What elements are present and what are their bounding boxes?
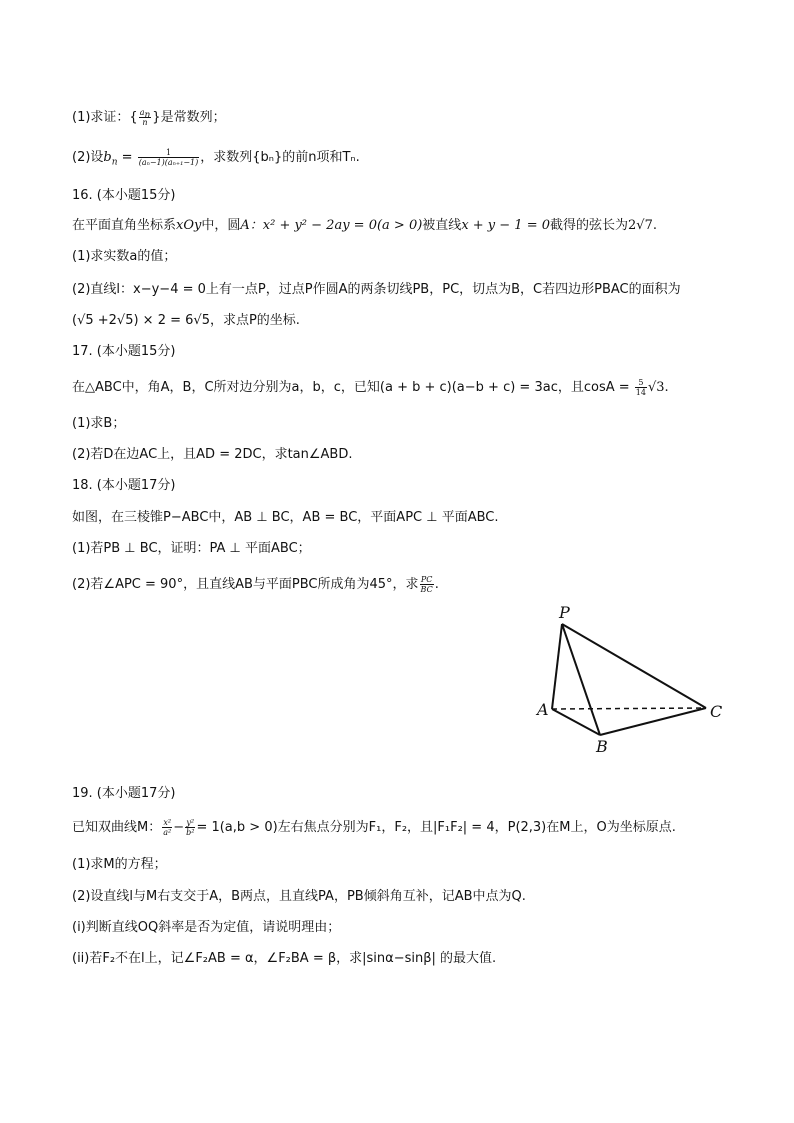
q18-part2: [72, 575, 439, 595]
bn-frac-den: (aₙ−1)(aₙ₊₁−1): [138, 158, 199, 167]
q16-part2-line2: (√5 +2√5) × 2 = 6√5，求点P的坐标.: [72, 313, 300, 328]
pyramid-figure: [530, 598, 730, 758]
q18-part1: (1)若PB ⊥ BC，证明：PA ⊥ 平面ABC；: [72, 541, 311, 556]
q16-circle-eq: A：x² + y² − 2ay = 0(a > 0): [240, 218, 423, 233]
y2-over-b2: [185, 818, 195, 837]
b2-den: b²: [186, 828, 195, 837]
a2-den: a²: [163, 828, 172, 837]
edge-BC: [600, 708, 706, 735]
q15-part2: (2)设$b_n$ = $\frac{1}{\text{(aₙ−1)(aₙ₊₁−1)}}$ ，求数列{bₙ}的前n项和Tₙ.: [72, 148, 360, 168]
q16-stem-c: 被直线: [422, 218, 462, 233]
q18-part2-b: .: [434, 577, 439, 592]
minus-sign: −: [173, 820, 185, 835]
q16-part2-line1: (2)直线l：x−y−4 = 0上有一点P，过点P作圆A的两条切线PB，PC，切点为B，C若四边形PBAC的面积为: [72, 282, 681, 297]
bn-fraction: [138, 148, 200, 167]
label-C: C: [710, 702, 723, 721]
q16-stem-b: 中，圆: [201, 218, 241, 233]
q18-header: 18. (本小题17分): [72, 478, 176, 493]
q17-stem: [72, 378, 669, 398]
bn-frac-num: 1: [138, 148, 200, 158]
q17-stem-text: 在△ABC中，角A，B，C所对边分别为a，b，c，已知(a + b + c)(a−b + c) = 3ac，且cosA =: [72, 380, 634, 395]
q19-stem-b: = 1(a,b > 0)左右焦点分别为F₁，F₂，且|F₁F₂| = 4，P(2,3)在M上，O为坐标原点.: [196, 820, 676, 835]
q18-part2-a: (2)若∠APC = 90°，且直线AB与平面PBC所成角为45°，求: [72, 577, 419, 592]
q16-stem-d: 截得的弦长为: [550, 218, 629, 233]
cos-tail: √3.: [647, 380, 669, 395]
label-A: A: [537, 700, 549, 719]
q19-part2: (2)设直线l与M右支交于A，B两点，且直线PA，PB倾斜角互补，记AB中点为Q.: [72, 889, 526, 904]
frac-an: a: [139, 108, 145, 117]
q16-chord: 2√7: [628, 218, 653, 233]
q16-line-eq: x + y − 1 = 0: [461, 218, 551, 233]
edge-AC-hidden: [552, 708, 706, 709]
edge-PA: [552, 624, 562, 709]
cos-num: 5: [635, 378, 647, 388]
q17-part1: (1)求B；: [72, 416, 126, 431]
q19-stem: [72, 818, 676, 838]
label-B: B: [596, 737, 608, 756]
q15-part2-suffix: ，求数列{bₙ}的前n项和Tₙ.: [200, 150, 360, 165]
edge-PC: [562, 624, 706, 708]
q16-stem-a: 在平面直角坐标系: [72, 218, 177, 233]
q16-header: 16. (本小题15分): [72, 188, 176, 203]
q19-header: 19. (本小题17分): [72, 786, 176, 801]
pc-bc-fraction: [420, 575, 434, 594]
q19-stem-a: 已知双曲线M：: [72, 820, 162, 835]
q15-part1-label: (1)求证：: [72, 110, 130, 125]
bn-symbol: b: [103, 150, 112, 165]
q19-sub-ii: (ii)若F₂不在l上，记∠F₂AB = α，∠F₂BA = β，求|sinα−sinβ| 的最大值.: [72, 951, 497, 966]
frac-n: n: [142, 118, 148, 127]
x2-num: x²: [163, 818, 172, 827]
q17-part2: (2)若D在边AC上，且AD = 2DC，求tan∠ABD.: [72, 447, 353, 462]
an-over-n-fraction: [139, 108, 152, 127]
pc-num: PC: [420, 575, 433, 584]
q19-sub-i: (i)判断直线OQ斜率是否为定值，请说明理由；: [72, 920, 341, 935]
q16-stem: 在平面直角坐标系xOy中，圆A：x² + y² − 2ay = 0(a > 0)被直线x + y − 1 = 0截得的弦长为2√7.: [72, 218, 657, 233]
frac-an-sub: n: [144, 110, 151, 121]
bc-den: BC: [420, 585, 433, 594]
label-P: P: [559, 603, 570, 622]
q15-part1-suffix: 是常数列；: [160, 110, 226, 125]
q17-header: 17. (本小题15分): [72, 344, 176, 359]
q16-xoy: xOy: [176, 218, 202, 233]
q15-part1: (1)求证：{ $\frac{a_n}{n}$ }是常数列；: [72, 108, 226, 127]
x2-over-a2: [162, 818, 172, 837]
q15-part2-label: (2)设: [72, 150, 104, 165]
cos-fraction: [635, 378, 647, 397]
q16-part1: (1)求实数a的值；: [72, 249, 177, 264]
y2-num: y²: [186, 818, 195, 827]
q18-stem: 如图，在三棱锥P−ABC中，AB ⊥ BC，AB = BC，平面APC ⊥ 平面ABC.: [72, 510, 499, 525]
cos-den: 14: [635, 388, 646, 397]
q19-part1: (1)求M的方程；: [72, 857, 167, 872]
